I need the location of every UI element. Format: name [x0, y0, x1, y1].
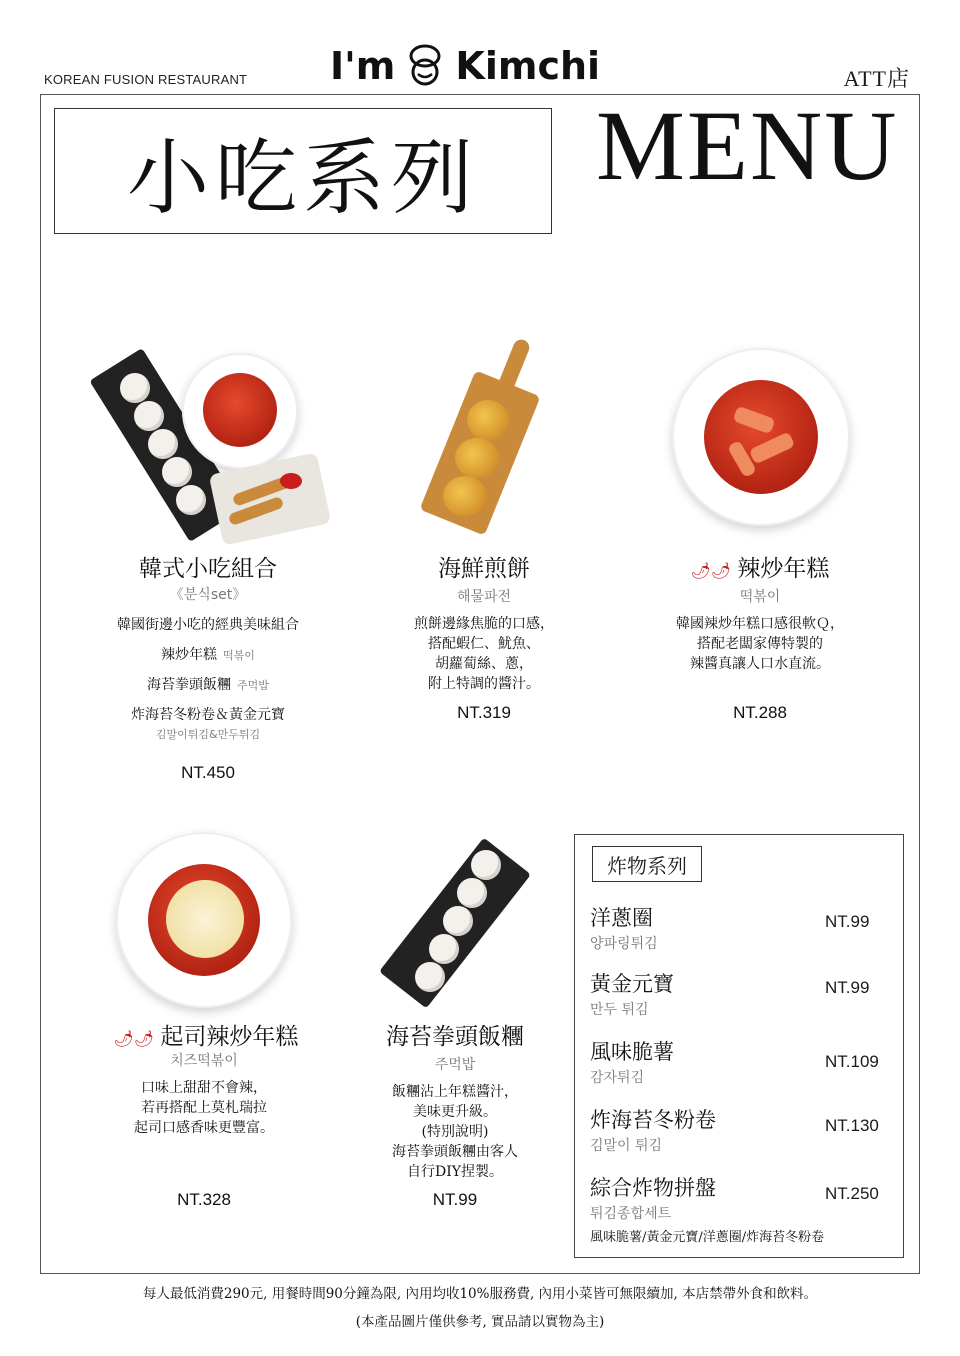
- dish-price-tteokbokki: NT.288: [733, 703, 787, 722]
- fried-item-onion-rings: 洋蔥圈 양파링튀김 NT.99: [590, 906, 870, 952]
- cheese-tteokbokki-photo: [116, 832, 296, 1012]
- dish-korean-snack-combo: 《분식set》: [169, 587, 247, 603]
- fried-item-seaweed-rolls: 炸海苔冬粉卷 김말이 튀김 NT.130: [590, 1108, 879, 1154]
- fried-item-fries: 風味脆薯 감자튀김 NT.109: [590, 1040, 879, 1086]
- dish-korean-seafood-pancake: 해물파전: [456, 589, 512, 605]
- restaurant-subtitle: KOREAN FUSION RESTAURANT: [44, 72, 248, 87]
- combo-item-fried: 炸海苔冬粉卷＆黃金元寶: [131, 707, 285, 723]
- combo-fried-korean: 김말이튀김&만두튀김: [155, 728, 261, 741]
- branch-label: ATT店: [843, 66, 910, 91]
- footer-notice: 每人最低消費290元, 用餐時間90分鐘為限, 內用均收10%服務費, 內用小菜皆可無限續加, 本店禁帶外食和飲料。: [142, 1286, 818, 1302]
- dish-name-tteokbokki: 🌶🌶 辣炒年糕: [690, 556, 830, 582]
- dish-korean-tteokbokki: 떡볶이: [739, 589, 781, 605]
- fried-item-dumplings: 黃金元寶 만두 튀김 NT.99: [590, 972, 870, 1018]
- brand-logo: [330, 40, 630, 92]
- fried-item-platter: 綜合炸物拼盤 튀김종합세트 NT.250 風味脆薯/黃金元寶/洋蔥圈/炸海苔冬粉卷: [590, 1176, 879, 1245]
- dish-price-cheese-tteokbokki: NT.328: [177, 1190, 231, 1209]
- dish-price-rice-ball: NT.99: [432, 1190, 478, 1209]
- dish-name-cheese-tteokbokki: 🌶🌶 起司辣炒年糕: [113, 1024, 299, 1050]
- chili-pepper-icon: 🌶🌶: [690, 561, 732, 580]
- snack-combo-photo: [90, 345, 340, 545]
- dish-desc-rice-ball: 飯糰沾上年糕醬汁， 美味更升級。 (特別說明) 海苔拳頭飯糰由客人 自行DIY捏製。: [392, 1084, 518, 1180]
- section-title: 小吃系列: [54, 108, 552, 234]
- combo-item-riceball: 海苔拳頭飯糰 주먹밥: [147, 677, 269, 693]
- menu-heading: MENU: [596, 90, 899, 201]
- chili-pepper-icon: 🌶🌶: [113, 1029, 155, 1048]
- seafood-pancake-photo: [405, 338, 565, 538]
- dish-korean-cheese-tteokbokki: 치즈떡볶이: [170, 1053, 238, 1069]
- dish-korean-rice-ball: 주먹밥: [434, 1057, 476, 1073]
- dish-desc-snack-combo: 韓國街邊小吃的經典美味組合: [117, 617, 299, 633]
- tteokbokki-photo: [672, 348, 852, 528]
- combo-item-tteokbokki: 辣炒年糕 떡볶이: [161, 647, 255, 663]
- dish-price-seafood-pancake: NT.319: [457, 703, 511, 722]
- dish-desc-tteokbokki: 韓國辣炒年糕口感很軟Ｑ， 搭配老闆家傳特製的 辣醬真讓人口水直流。: [676, 616, 844, 672]
- dish-name-seafood-pancake: 海鮮煎餅: [438, 556, 530, 582]
- fried-series-title: 炸物系列: [592, 846, 702, 882]
- dish-name-rice-ball: 海苔拳頭飯糰: [386, 1024, 524, 1050]
- footer-disclaimer: (本產品圖片僅供參考, 實品請以實物為主): [355, 1314, 605, 1330]
- dish-name-snack-combo: 韓式小吃組合: [139, 556, 277, 582]
- dish-desc-seafood-pancake: 煎餅邊緣焦脆的口感， 搭配蝦仁、魷魚、 胡蘿蔔絲、蔥， 附上特調的醬汁。: [414, 616, 554, 692]
- logo-text-right: Kimchi: [455, 44, 601, 88]
- dish-price-snack-combo: NT.450: [181, 763, 235, 782]
- dish-desc-cheese-tteokbokki: 口味上甜甜不會辣， 若再搭配上莫札瑞拉 起司口感香味更豐富。: [134, 1080, 274, 1136]
- rice-ball-photo: [385, 838, 525, 998]
- logo-text-left: I'm: [330, 44, 396, 88]
- chef-head-icon: [403, 42, 447, 90]
